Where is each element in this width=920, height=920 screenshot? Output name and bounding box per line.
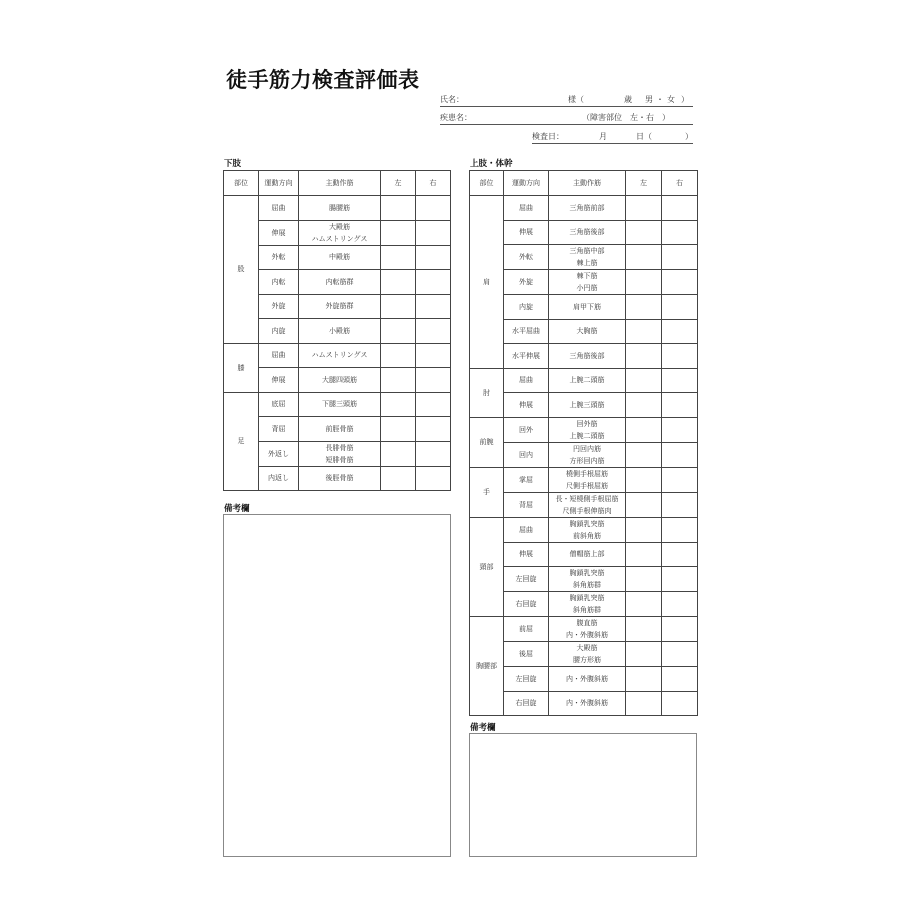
disease-label: 疾患名： — [440, 113, 472, 122]
left-score-cell[interactable] — [626, 691, 662, 716]
motion-cell: 伸展 — [259, 220, 299, 245]
muscle-name: 斜角筋群 — [573, 581, 601, 589]
muscle-cell — [299, 245, 381, 270]
body-part-cell: 頸部 — [470, 517, 504, 617]
affected-side-options: （障害部位 左・右 ） — [582, 113, 670, 122]
left-score-cell[interactable] — [626, 592, 662, 617]
right-score-cell[interactable] — [416, 343, 451, 368]
right-score-cell[interactable] — [416, 392, 451, 417]
muscle-name: 内・外腹斜筋 — [566, 674, 608, 683]
table-row — [224, 196, 451, 221]
muscle-name: 大腿四頭筋 — [322, 375, 357, 384]
motion-cell: 左回旋 — [504, 567, 549, 592]
muscle-cell — [299, 392, 381, 417]
table-row — [470, 542, 698, 567]
date-close-paren: ） — [685, 132, 693, 141]
motion-cell: 内旋 — [504, 295, 549, 320]
left-score-cell[interactable] — [626, 270, 662, 295]
left-score-cell[interactable] — [626, 467, 662, 492]
muscle-name: 腹直筋 — [576, 619, 598, 627]
muscle-name: 橈側手根屈筋 — [566, 469, 608, 478]
table-row — [470, 667, 698, 692]
table-row — [470, 368, 698, 393]
muscle-cell — [299, 466, 381, 491]
left-score-cell[interactable] — [381, 196, 416, 221]
motion-cell: 内転 — [259, 270, 299, 295]
upper-limb-body — [470, 196, 698, 716]
motion-cell: 水平伸展 — [504, 344, 549, 369]
muscle-cell — [549, 667, 626, 692]
close-paren: ） — [681, 95, 689, 104]
muscle-name: ハムストリングス — [311, 351, 368, 360]
right-score-cell[interactable] — [416, 466, 451, 491]
muscle-name: 中殿筋 — [329, 253, 350, 262]
left-score-cell[interactable] — [381, 245, 416, 270]
right-score-cell[interactable] — [662, 270, 698, 295]
table-row — [224, 319, 451, 344]
table-row — [470, 592, 698, 617]
motion-cell: 外旋 — [504, 270, 549, 295]
right-score-cell[interactable] — [416, 368, 451, 393]
left-score-cell[interactable] — [626, 642, 662, 667]
motion-cell: 屈曲 — [259, 343, 299, 368]
muscle-cell — [549, 642, 626, 667]
right-score-cell[interactable] — [662, 245, 698, 270]
right-score-cell[interactable] — [662, 368, 698, 393]
left-score-cell[interactable] — [381, 270, 416, 295]
body-part-cell: 肩 — [470, 196, 504, 369]
muscle-name: 前斜角筋 — [573, 531, 601, 540]
motion-cell: 屈曲 — [259, 196, 299, 221]
muscle-name: 三角筋中部 — [569, 247, 605, 255]
muscle-cell — [299, 417, 381, 442]
muscle-cell — [549, 567, 626, 592]
table-row — [224, 343, 451, 368]
body-part-cell: 前腕 — [470, 417, 504, 467]
muscle-name: 上腕三頭筋 — [569, 400, 605, 409]
motion-cell: 屈曲 — [504, 517, 549, 542]
table-row — [470, 295, 698, 320]
col-muscle: 主動作筋 — [299, 171, 381, 196]
right-score-cell[interactable] — [662, 592, 698, 617]
page-title: 徒手筋力検査評価表 — [226, 68, 420, 92]
col-motion: 運動方向 — [504, 171, 549, 196]
muscle-name: 内転筋群 — [325, 277, 354, 286]
right-score-cell[interactable] — [662, 492, 698, 517]
right-score-cell[interactable] — [662, 344, 698, 369]
muscle-name: 尺側手根伸筋肉 — [562, 506, 612, 515]
table-row — [470, 492, 698, 517]
muscle-name: 斜角筋群 — [573, 606, 601, 614]
muscle-cell — [549, 245, 626, 270]
table-row — [470, 467, 698, 492]
muscle-name: 大殿筋 — [329, 222, 350, 231]
muscle-cell — [549, 542, 626, 567]
body-part-cell: 手 — [470, 467, 504, 517]
col-left: 左 — [626, 171, 662, 196]
age-label: 歳 — [624, 95, 632, 104]
left-score-cell[interactable] — [626, 196, 662, 221]
muscle-cell — [299, 294, 381, 319]
muscle-cell — [549, 295, 626, 320]
muscle-cell — [299, 319, 381, 344]
motion-cell: 掌屈 — [504, 467, 549, 492]
table-row — [224, 417, 451, 442]
right-score-cell[interactable] — [662, 617, 698, 642]
table-row — [224, 466, 451, 491]
name-suffix: 様（ — [568, 95, 584, 104]
muscle-name: 回外筋 — [576, 419, 598, 428]
table-row — [470, 442, 698, 467]
motion-cell: 後屈 — [504, 642, 549, 667]
motion-cell: 屈曲 — [504, 368, 549, 393]
muscle-name: 尺側手根屈筋 — [566, 481, 608, 490]
sex-options: 男・女 — [645, 95, 678, 104]
motion-cell: 伸展 — [504, 542, 549, 567]
left-score-cell[interactable] — [626, 517, 662, 542]
motion-cell: 底屈 — [259, 392, 299, 417]
muscle-cell — [549, 617, 626, 642]
exam-date-field[interactable] — [532, 131, 693, 144]
muscle-name: 短腓骨筋 — [325, 455, 354, 464]
muscle-cell — [549, 368, 626, 393]
lower-limb-table — [223, 170, 451, 491]
muscle-name: 肩甲下筋 — [573, 302, 601, 311]
muscle-name: 外旋筋群 — [325, 302, 354, 311]
table-row — [470, 319, 698, 344]
muscle-name: 長・短橈側手根屈筋 — [555, 494, 619, 503]
motion-cell: 伸展 — [504, 220, 549, 245]
muscle-name: 円回内筋 — [573, 444, 601, 453]
muscle-cell — [549, 344, 626, 369]
right-score-cell[interactable] — [662, 667, 698, 692]
right-score-cell[interactable] — [662, 319, 698, 344]
body-part-cell: 股 — [224, 196, 259, 344]
muscle-name: ハムストリングス — [311, 234, 368, 243]
muscle-name: 腰方形筋 — [573, 656, 601, 664]
muscle-name: 内・外腹斜筋 — [566, 699, 608, 708]
table-row — [224, 294, 451, 319]
motion-cell: 伸展 — [504, 393, 549, 418]
muscle-name: 下腿三頭筋 — [322, 400, 357, 409]
right-score-cell[interactable] — [662, 393, 698, 418]
table-row — [470, 245, 698, 270]
table-row — [470, 344, 698, 369]
muscle-cell — [549, 492, 626, 517]
motion-cell: 前屈 — [504, 617, 549, 642]
motion-cell: 外旋 — [259, 294, 299, 319]
table-row — [470, 417, 698, 442]
left-score-cell[interactable] — [626, 492, 662, 517]
table-header-row — [224, 171, 451, 196]
disease-field[interactable] — [440, 112, 693, 125]
left-score-cell[interactable] — [381, 441, 416, 466]
left-score-cell[interactable] — [626, 542, 662, 567]
motion-cell: 水平屈曲 — [504, 319, 549, 344]
muscle-cell — [549, 442, 626, 467]
col-muscle: 主動作筋 — [549, 171, 626, 196]
left-score-cell[interactable] — [626, 393, 662, 418]
muscle-name: 棘上筋 — [576, 259, 598, 267]
table-row — [470, 567, 698, 592]
table-row — [470, 617, 698, 642]
muscle-cell — [549, 319, 626, 344]
left-score-cell[interactable] — [381, 392, 416, 417]
table-row — [224, 245, 451, 270]
muscle-name: 後脛骨筋 — [325, 474, 354, 483]
month-label: 月 — [599, 132, 607, 141]
lower-limb-title: 下肢 — [224, 159, 242, 169]
muscle-name: 胸鎖乳突筋 — [569, 569, 605, 577]
col-right: 右 — [662, 171, 698, 196]
muscle-cell — [549, 270, 626, 295]
right-score-cell[interactable] — [662, 196, 698, 221]
motion-cell: 伸展 — [259, 368, 299, 393]
motion-cell: 内返し — [259, 466, 299, 491]
muscle-name: 方形回内筋 — [569, 456, 605, 465]
left-score-cell[interactable] — [626, 417, 662, 442]
muscle-name: 前脛骨筋 — [325, 424, 354, 433]
table-row — [470, 691, 698, 716]
motion-cell: 右回旋 — [504, 691, 549, 716]
left-score-cell[interactable] — [626, 368, 662, 393]
right-score-cell[interactable] — [662, 542, 698, 567]
left-score-cell[interactable] — [381, 294, 416, 319]
patient-name-field[interactable] — [440, 94, 693, 107]
table-row — [224, 220, 451, 245]
lower-limb-body — [224, 196, 451, 491]
muscle-cell — [299, 343, 381, 368]
left-score-cell[interactable] — [381, 220, 416, 245]
muscle-name: 小殿筋 — [329, 326, 350, 335]
motion-cell: 回内 — [504, 442, 549, 467]
body-part-cell: 胸腰部 — [470, 617, 504, 716]
left-score-cell[interactable] — [381, 319, 416, 344]
muscle-cell — [549, 467, 626, 492]
table-row — [470, 196, 698, 221]
left-score-cell[interactable] — [381, 417, 416, 442]
muscle-cell — [549, 691, 626, 716]
motion-cell: 回外 — [504, 417, 549, 442]
table-row — [470, 393, 698, 418]
motion-cell: 背屈 — [504, 492, 549, 517]
left-score-cell[interactable] — [626, 295, 662, 320]
muscle-name: 上腕二頭筋 — [569, 431, 605, 440]
muscle-name: 三角筋後部 — [569, 228, 605, 237]
lower-remarks-box[interactable] — [223, 514, 451, 857]
table-row — [224, 441, 451, 466]
col-left: 左 — [381, 171, 416, 196]
muscle-cell — [549, 220, 626, 245]
left-score-cell[interactable] — [381, 466, 416, 491]
left-score-cell[interactable] — [626, 617, 662, 642]
muscle-name: 長腓骨筋 — [325, 443, 354, 452]
muscle-name: 胸鎖乳突筋 — [569, 519, 605, 528]
right-score-cell[interactable] — [662, 517, 698, 542]
right-score-cell[interactable] — [662, 442, 698, 467]
table-header-row — [470, 171, 698, 196]
motion-cell: 背屈 — [259, 417, 299, 442]
table-row — [470, 642, 698, 667]
date-label: 検査日： — [532, 132, 564, 141]
muscle-cell — [299, 270, 381, 295]
muscle-cell — [299, 441, 381, 466]
col-part: 部位 — [470, 171, 504, 196]
muscle-name: 大胸筋 — [576, 327, 598, 336]
right-score-cell[interactable] — [662, 567, 698, 592]
right-score-cell[interactable] — [416, 270, 451, 295]
left-score-cell[interactable] — [626, 319, 662, 344]
muscle-name: 腸腰筋 — [329, 203, 350, 212]
right-score-cell[interactable] — [662, 417, 698, 442]
right-score-cell[interactable] — [662, 691, 698, 716]
upper-remarks-box[interactable] — [469, 733, 697, 857]
muscle-name: 胸鎖乳突筋 — [569, 594, 605, 602]
col-part: 部位 — [224, 171, 259, 196]
muscle-name: 内・外腹斜筋 — [566, 631, 608, 639]
left-score-cell[interactable] — [381, 343, 416, 368]
muscle-name: 僧帽筋上部 — [569, 550, 605, 559]
left-score-cell[interactable] — [626, 344, 662, 369]
motion-cell: 右回旋 — [504, 592, 549, 617]
motion-cell: 屈曲 — [504, 196, 549, 221]
left-score-cell[interactable] — [626, 442, 662, 467]
table-row — [224, 368, 451, 393]
muscle-cell — [549, 417, 626, 442]
right-score-cell[interactable] — [662, 642, 698, 667]
motion-cell: 外返し — [259, 441, 299, 466]
right-score-cell[interactable] — [416, 294, 451, 319]
table-row — [224, 392, 451, 417]
muscle-name: 上腕二頭筋 — [569, 376, 605, 385]
table-row — [470, 220, 698, 245]
name-label: 氏名： — [440, 95, 464, 104]
body-part-cell: 膝 — [224, 343, 259, 392]
col-motion: 運動方向 — [259, 171, 299, 196]
muscle-cell — [299, 196, 381, 221]
right-score-cell[interactable] — [416, 220, 451, 245]
left-score-cell[interactable] — [626, 220, 662, 245]
table-row — [470, 270, 698, 295]
muscle-name: 小円筋 — [576, 284, 598, 292]
muscle-name: 大殿筋 — [576, 644, 598, 652]
muscle-cell — [299, 368, 381, 393]
col-right: 右 — [416, 171, 451, 196]
day-label: 日（ — [636, 132, 652, 141]
muscle-cell — [549, 517, 626, 542]
right-score-cell[interactable] — [416, 245, 451, 270]
motion-cell: 内旋 — [259, 319, 299, 344]
motion-cell: 外転 — [504, 245, 549, 270]
left-score-cell[interactable] — [381, 368, 416, 393]
muscle-cell — [549, 592, 626, 617]
upper-remarks-title: 備考欄 — [470, 723, 496, 733]
right-score-cell[interactable] — [416, 417, 451, 442]
right-score-cell[interactable] — [662, 220, 698, 245]
muscle-cell — [549, 196, 626, 221]
lower-remarks-title: 備考欄 — [224, 504, 250, 514]
right-score-cell[interactable] — [662, 295, 698, 320]
right-score-cell[interactable] — [416, 196, 451, 221]
upper-limb-title: 上肢・体幹 — [470, 159, 513, 169]
body-part-cell: 肘 — [470, 368, 504, 417]
motion-cell: 左回旋 — [504, 667, 549, 692]
table-row — [470, 517, 698, 542]
left-score-cell[interactable] — [626, 567, 662, 592]
muscle-cell — [549, 393, 626, 418]
left-score-cell[interactable] — [626, 667, 662, 692]
body-part-cell: 足 — [224, 392, 259, 491]
muscle-name: 棘下筋 — [576, 272, 598, 280]
right-score-cell[interactable] — [416, 441, 451, 466]
upper-limb-table — [469, 170, 698, 716]
table-row — [224, 270, 451, 295]
muscle-name: 三角筋前部 — [569, 203, 605, 212]
motion-cell: 外転 — [259, 245, 299, 270]
left-score-cell[interactable] — [626, 245, 662, 270]
muscle-name: 三角筋後部 — [569, 351, 605, 360]
right-score-cell[interactable] — [662, 467, 698, 492]
muscle-cell — [299, 220, 381, 245]
right-score-cell[interactable] — [416, 319, 451, 344]
